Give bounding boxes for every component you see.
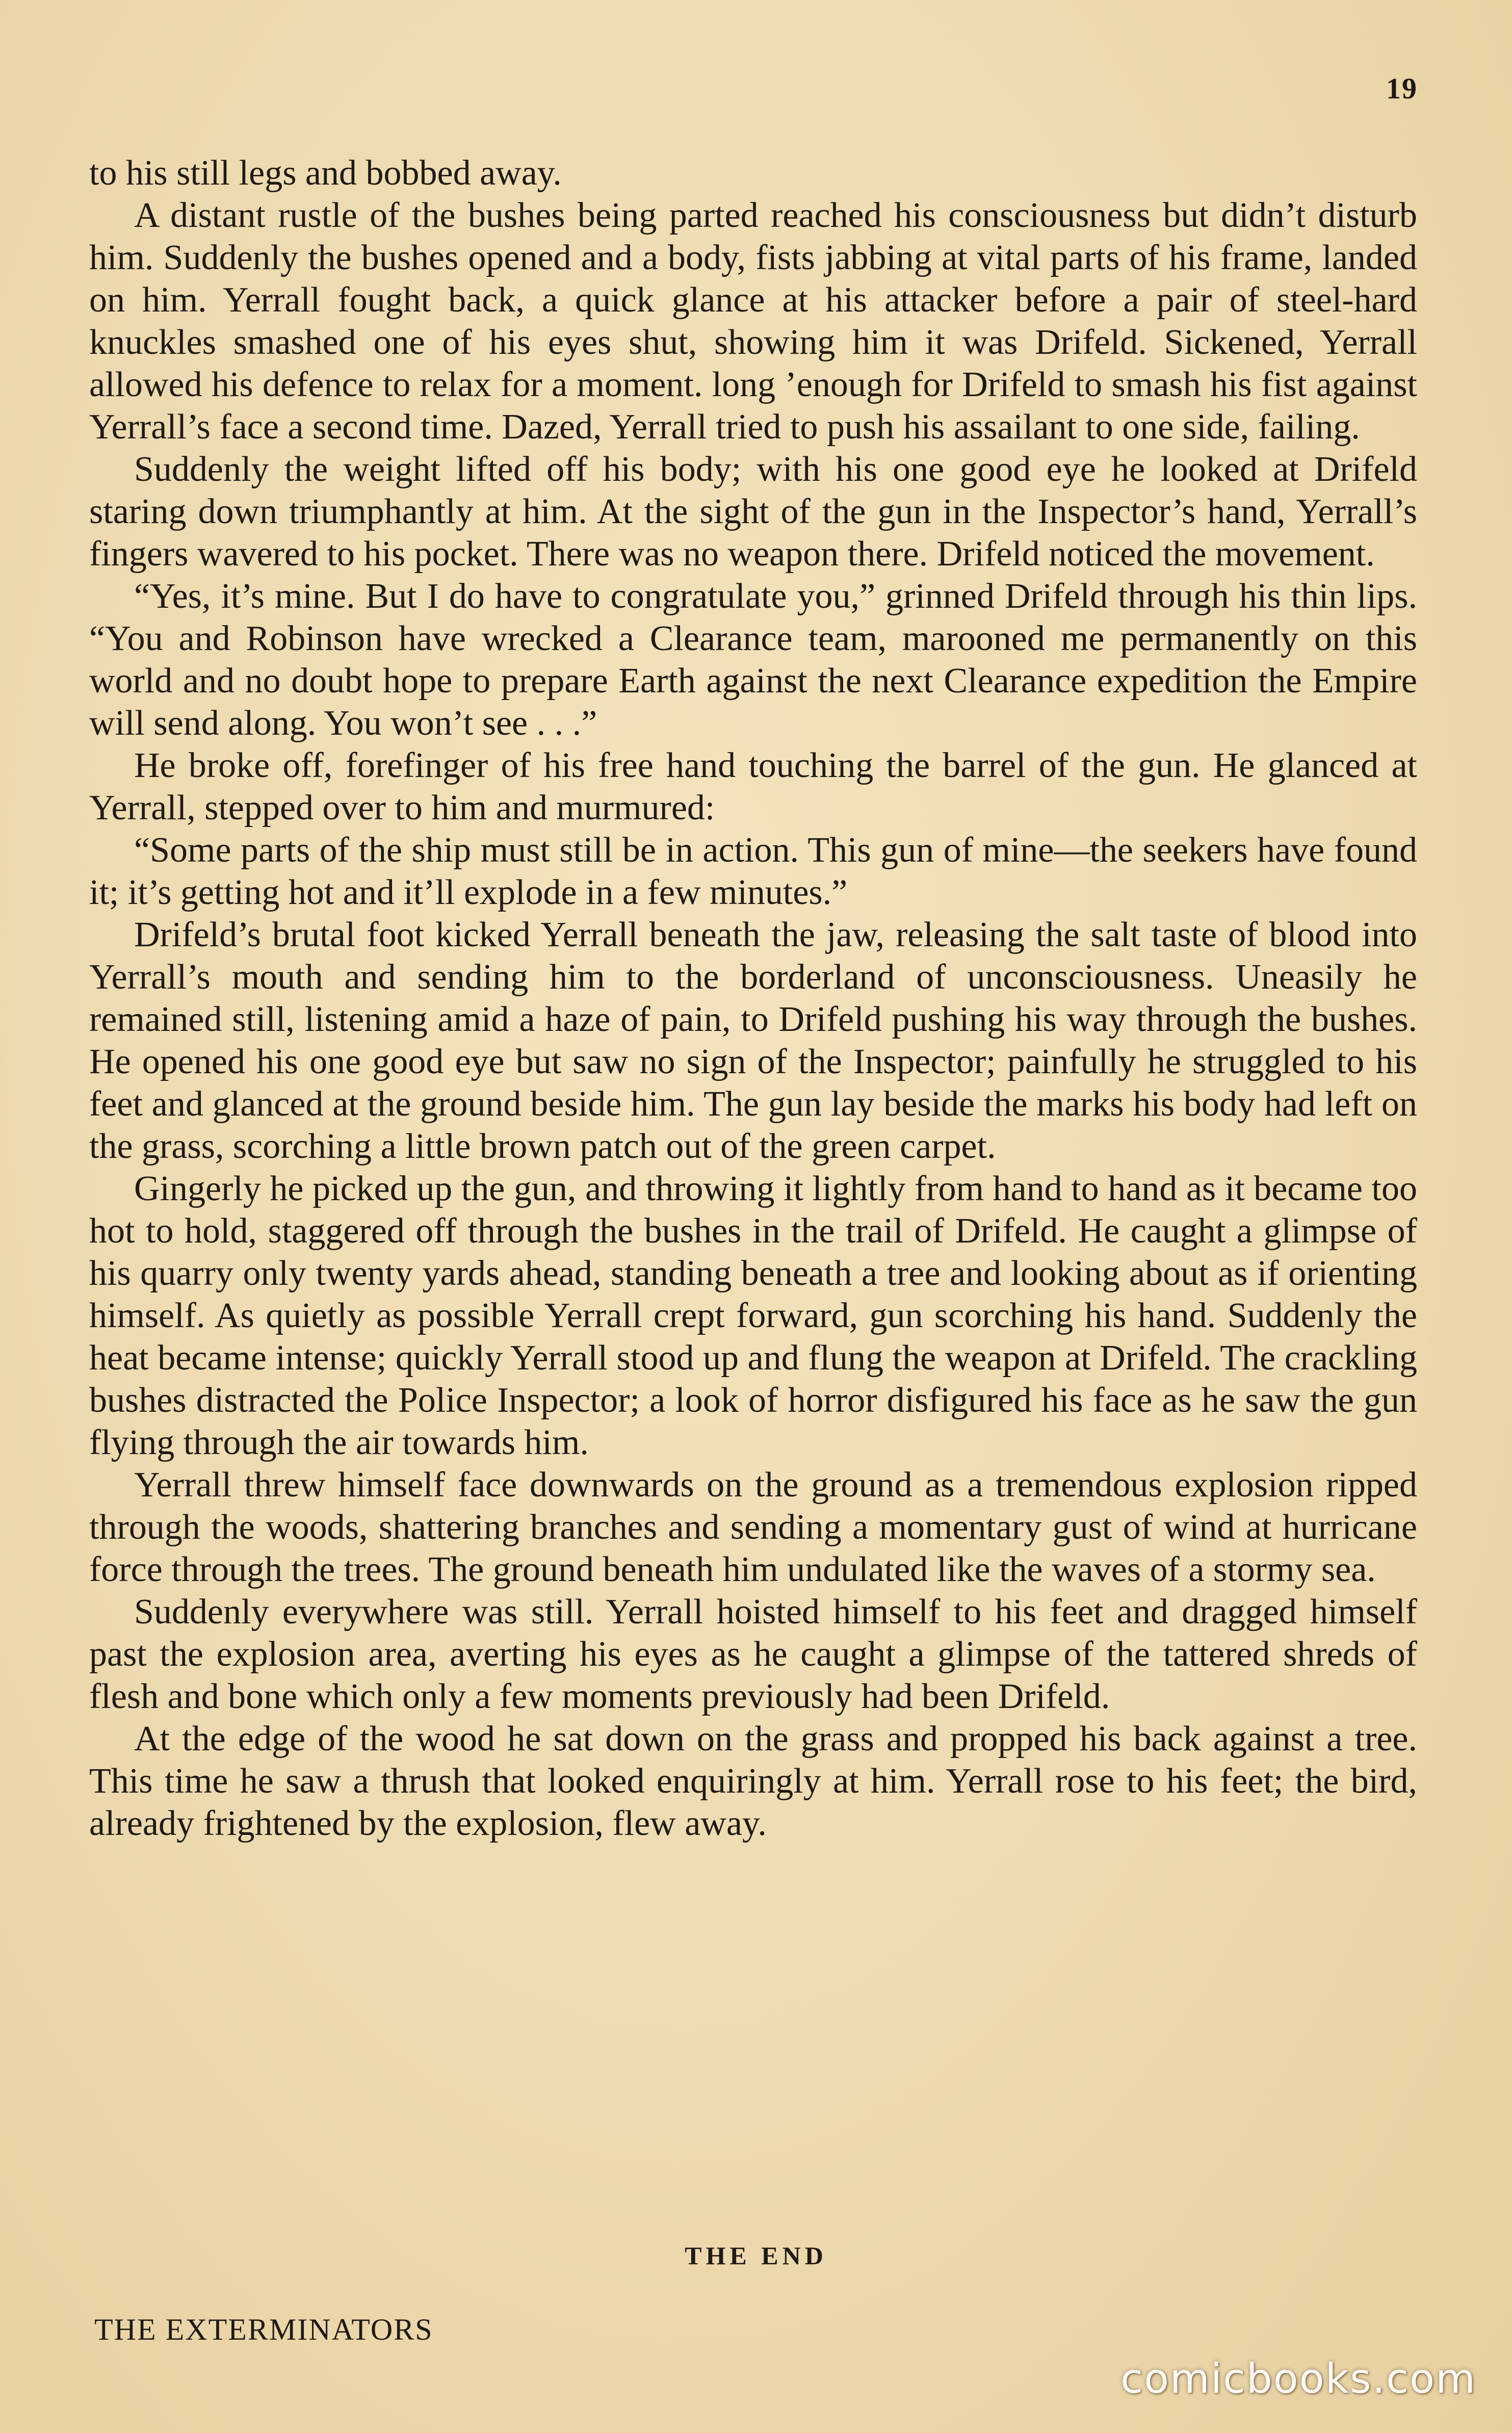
story-title-footer: THE EXTERMINATORS [94, 2313, 433, 2346]
paragraph: At the edge of the wood he sat down on the grass and propped his back against a tree. This time he saw a thrush that looked enquiringly at him. Yerrall rose to his feet; the bird, already frightened by the explosion, flew away. [89, 1719, 1417, 1843]
paragraph: Gingerly he picked up the gun, and throwing it lightly from hand to hand as it became too hot to hold, staggered off through the bushes in the trail of Drifeld. He caught a glimpse of his quarry only twenty yards ahead, standing beneath a tree and looking about as if orienting himself. As quietly as possible Yerrall crept forward, gun scorching his hand. Suddenly the heat became intense; quickly Yerrall stood up and flung the weapon at Drifeld. The crackling bushes distracted the Police Inspector; a look of horror disfigured his face as he saw the gun flying through the air towards him. [89, 1169, 1417, 1462]
story-text [89, 152, 1417, 1845]
paragraph: Suddenly the weight lifted off his body; with his one good eye he looked at Drifeld staring down triumphantly at him. At the sight of the gun in the Inspector’s hand, Yerrall’s fingers wavered to his pocket. There was no weapon there. Drifeld noticed the movement. [89, 450, 1417, 574]
paragraph: He broke off, forefinger of his free hand touching the barrel of the gun. He glanced at Yerrall, stepped over to him and murmured: [89, 746, 1417, 827]
paragraph: A distant rustle of the bushes being parted reached his consciousness but didn’t disturb him. Suddenly the bushes opened and a body, fists jabbing at vital parts of his frame, landed on him. Yerrall fought back, a quick glance at his attacker before a pair of steel-hard knuckles smashed one of his eyes shut, showing him it was Drifeld. Sickened, Yerrall allowed his defence to relax for a moment. long ’enough for Drifeld to smash his fist against Yerrall’s face a second time. Dazed, Yerrall tried to push his assailant to one side, failing. [89, 196, 1417, 447]
page-number: 19 [1386, 72, 1418, 105]
the-end-label: THE END [685, 2241, 827, 2270]
paragraph: Yerrall threw himself face downwards on the ground as a tremendous explosion ripped through the woods, shattering branches and sending a momentary gust of wind at hurricane force through the trees. The ground beneath him undulated like the waves of a stormy sea. [89, 1465, 1417, 1589]
paragraph: to his still legs and bobbed away. [89, 153, 562, 193]
paragraph: Suddenly everywhere was still. Yerrall hoisted himself to his feet and dragged himself past the explosion area, averting his eyes as he caught a glimpse of the tattered shreds of flesh and bone which only a few moments previously had been Drifeld. [89, 1592, 1417, 1716]
paragraph: Drifeld’s brutal foot kicked Yerrall beneath the jaw, releasing the salt taste of blood into Yerrall’s mouth and sending him to the borderland of unconsciousness. Uneasily he remained still, listening amid a haze of pain, to Drifeld pushing his way through the bushes. He opened his one good eye but saw no sign of the Inspector; painfully he struggled to his feet and glanced at the ground beside him. The gun lay beside the marks his body had left on the grass, scorching a little brown patch out of the green carpet. [89, 915, 1417, 1166]
paragraph: “Some parts of the ship must still be in action. This gun of mine—the seekers have found it; it’s getting hot and it’ll explode in a few minutes.” [89, 831, 1417, 912]
paragraph: “Yes, it’s mine. But I do have to congratulate you,” grinned Drifeld through his thin lips. “You and Robinson have wrecked a Clearance team, marooned me permanently on this world and no doubt hope to prepare Earth against the next Clearance expedition the Empire will send along. You won’t see . . .” [89, 577, 1417, 743]
source-watermark: comicbooks.com [1120, 2355, 1476, 2402]
